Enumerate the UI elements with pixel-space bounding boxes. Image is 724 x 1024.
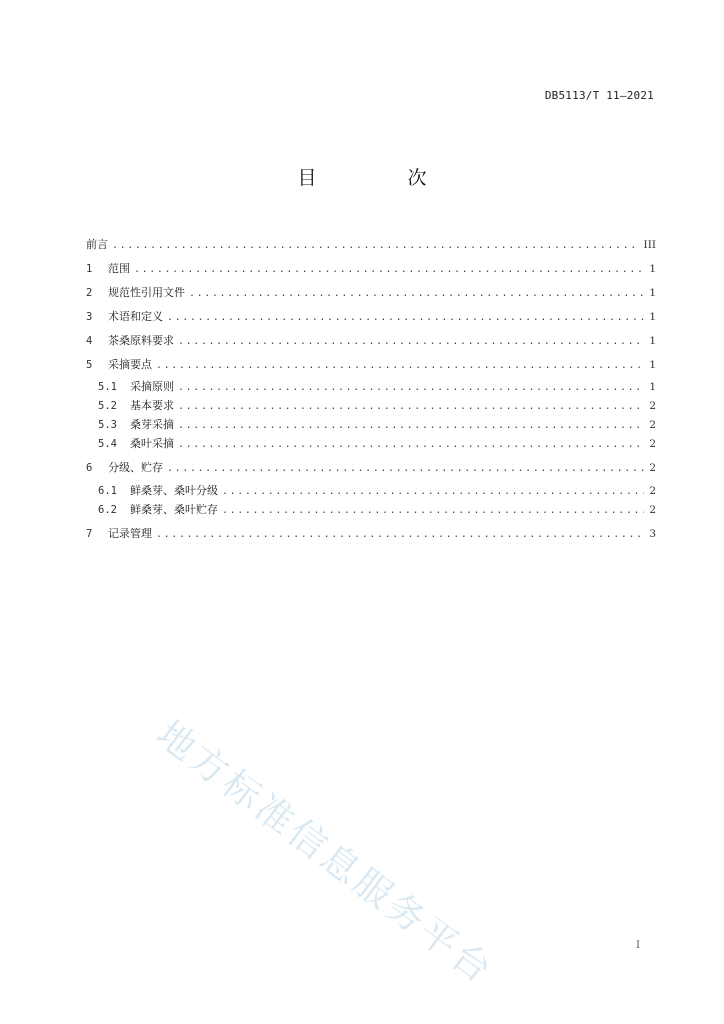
toc-entry-page: 2: [649, 462, 656, 474]
toc-entry[interactable]: [86, 310, 656, 324]
toc-entry[interactable]: [98, 418, 656, 432]
toc-dot-leader: [189, 287, 644, 301]
toc-entry-label: 桑叶采摘: [130, 437, 174, 450]
toc-dot-leader: [178, 438, 644, 452]
toc-entry-page: 1: [649, 311, 656, 323]
toc-entry-number: 1: [86, 263, 93, 275]
toc-entry-label: 术语和定义: [108, 310, 163, 323]
toc-entry[interactable]: [98, 484, 656, 498]
toc-entry-number: 5: [86, 359, 93, 371]
toc-entry-page: 2: [649, 419, 656, 431]
toc-entry-number: 6.1: [98, 485, 117, 497]
toc-entry-page: 1: [649, 287, 656, 299]
standard-code: DB5113/T 11—2021: [544, 89, 654, 102]
toc-entry[interactable]: [86, 527, 656, 541]
toc-dot-leader: [156, 528, 644, 542]
toc-entry-number: 5.1: [98, 381, 117, 393]
toc-entry-number: 6.2: [98, 504, 117, 516]
toc-entry-label: 桑芽采摘: [130, 418, 174, 431]
toc-dot-leader: [222, 485, 644, 499]
toc-entry-number: 5.4: [98, 438, 117, 450]
toc-entry-number: 7: [86, 528, 93, 540]
toc-entry-page: 2: [649, 485, 656, 497]
toc-entry-page: 2: [649, 400, 656, 412]
toc-entry-label: 记录管理: [108, 527, 152, 540]
toc-dot-leader: [134, 263, 644, 277]
toc-entry-page: 3: [649, 528, 656, 540]
watermark: 地方标准信息服务平台: [148, 712, 503, 994]
toc-dot-leader: [167, 462, 644, 476]
toc-entry[interactable]: [98, 437, 656, 451]
toc-entry[interactable]: [98, 380, 656, 394]
toc-dot-leader: [178, 419, 644, 433]
toc-entry-label: 采摘原则: [130, 380, 174, 393]
toc-dot-leader: [167, 311, 644, 325]
toc-entry-page: 1: [649, 359, 656, 371]
toc-entry[interactable]: [86, 286, 656, 300]
toc-entry-label: 鲜桑芽、桑叶分级: [130, 484, 218, 497]
page-number: I: [636, 940, 640, 951]
toc-entry[interactable]: [86, 262, 656, 276]
toc-dot-leader: [178, 335, 644, 349]
toc-entry-label: 规范性引用文件: [108, 286, 185, 299]
toc-dot-leader: [222, 504, 644, 518]
toc-entry-page: 1: [649, 381, 656, 393]
toc-entry-number: 2: [86, 287, 93, 299]
toc-entry[interactable]: [98, 503, 656, 517]
toc-entry-page: 2: [649, 504, 656, 516]
toc-entry-label: 茶桑原料要求: [108, 334, 174, 347]
toc-dot-leader: [112, 239, 640, 253]
toc-entry[interactable]: [98, 399, 656, 413]
toc-entry-label: 基本要求: [130, 399, 174, 412]
toc-entry[interactable]: [86, 334, 656, 348]
toc-entry[interactable]: [86, 461, 656, 475]
toc-dot-leader: [178, 400, 644, 414]
toc-entry-page: 1: [649, 263, 656, 275]
toc-entry-label: 鲜桑芽、桑叶贮存: [130, 503, 218, 516]
toc-entry-page: 2: [649, 438, 656, 450]
toc-entry-page: III: [643, 239, 656, 251]
toc-title: 目 次: [297, 167, 463, 189]
toc-entry-number: 3: [86, 311, 93, 323]
toc-entry-number: 5.3: [98, 419, 117, 431]
toc-entry-label: 分级、贮存: [108, 461, 163, 474]
toc-entry-page: 1: [649, 335, 656, 347]
toc-dot-leader: [156, 359, 644, 373]
toc-entry[interactable]: [86, 238, 656, 252]
toc-entry-label: 采摘要点: [108, 358, 152, 371]
toc-entry-number: 5.2: [98, 400, 117, 412]
toc-entry-number: 6: [86, 462, 93, 474]
toc-entry[interactable]: [86, 358, 656, 372]
toc-entry-number: 4: [86, 335, 93, 347]
toc-entry-label: 前言: [86, 238, 108, 251]
toc-entry-label: 范围: [108, 262, 130, 275]
toc-dot-leader: [178, 381, 644, 395]
